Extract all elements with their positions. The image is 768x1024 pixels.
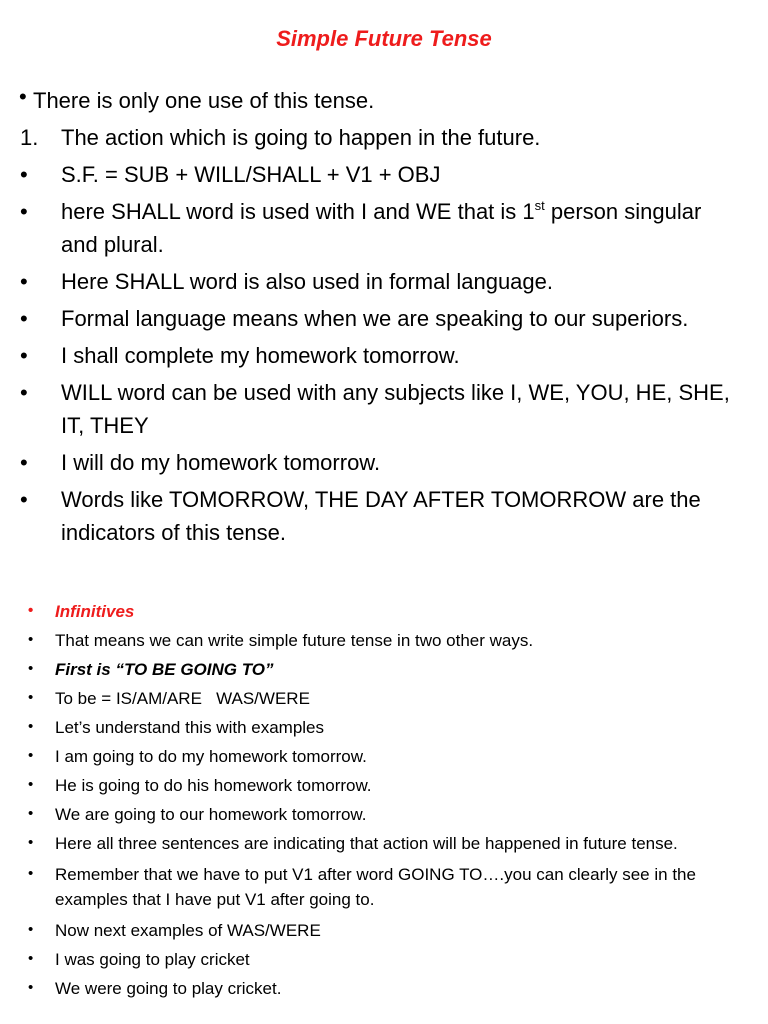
main-points <box>0 84 768 553</box>
shall-rule-text-end: person singular and plural. <box>61 199 702 257</box>
infinitives-section <box>0 599 768 1005</box>
shall-rule-text: here SHALL word is used with I and WE that is 1 <box>61 199 535 224</box>
bullet-icon: • <box>20 450 28 475</box>
list-item <box>0 947 768 972</box>
bullet-icon: • <box>28 776 34 793</box>
bullet-icon: • <box>20 162 28 187</box>
bullet-icon: • <box>20 306 28 331</box>
list-item-text: There is only one use of this tense. <box>33 88 375 113</box>
bullet-icon: • <box>28 689 34 706</box>
list-item-text: Words like TOMORROW, THE DAY AFTER TOMORROW are the indicators of this tense. <box>61 487 701 545</box>
list-item <box>0 773 768 798</box>
page-title: Simple Future Tense <box>276 26 492 51</box>
list-item <box>0 976 768 1001</box>
list-item <box>0 744 768 769</box>
list-item <box>0 657 768 682</box>
list-item-text: WILL word can be used with any subjects like I, WE, YOU, HE, SHE, IT, THEY <box>61 380 730 438</box>
numbered-item <box>0 121 768 154</box>
section-heading <box>0 599 768 624</box>
bullet-icon: • <box>28 660 34 677</box>
list-item-text: To be = IS/AM/ARE WAS/WERE <box>55 689 310 708</box>
bullet-icon: • <box>28 979 34 996</box>
list-item <box>0 265 768 298</box>
list-item-text: Here all three sentences are indicating that action will be happened in future tense. <box>55 834 678 853</box>
bullet-icon: • <box>19 84 27 109</box>
list-item <box>0 483 768 549</box>
bullet-icon: • <box>28 805 34 822</box>
list-item <box>0 446 768 479</box>
formula-text: S.F. = SUB + WILL/SHALL + V1 + OBJ <box>61 162 441 187</box>
bullet-icon: • <box>20 269 28 294</box>
bullet-icon: • <box>20 380 28 405</box>
bullet-icon: • <box>20 343 28 368</box>
list-item <box>0 918 768 943</box>
list-item-text <box>61 199 701 257</box>
list-item <box>0 158 768 191</box>
list-item-text: That means we can write simple future tense in two other ways. <box>55 631 534 650</box>
section-heading-text: Infinitives <box>55 602 135 621</box>
bullet-icon: • <box>28 921 34 938</box>
list-item <box>0 715 768 740</box>
list-item-text: First is “TO BE GOING TO” <box>55 660 274 679</box>
bullet-icon: • <box>28 631 34 648</box>
bullet-icon: • <box>28 834 34 851</box>
list-item <box>0 195 768 261</box>
list-item <box>0 831 768 856</box>
list-item-text: I am going to do my homework tomorrow. <box>55 747 367 766</box>
list-item-text: Formal language means when we are speaking to our superiors. <box>61 306 689 331</box>
bullet-icon: • <box>20 199 28 224</box>
list-item-text: The action which is going to happen in the future. <box>61 125 541 150</box>
bullet-icon: • <box>28 602 34 619</box>
list-item-text: He is going to do his homework tomorrow. <box>55 776 372 795</box>
list-item-text: I will do my homework tomorrow. <box>61 450 381 475</box>
list-item <box>0 802 768 827</box>
list-item-text: We are going to our homework tomorrow. <box>55 805 367 824</box>
list-item <box>0 862 768 912</box>
ordinal-suffix: st <box>534 198 545 213</box>
list-item-text: Now next examples of WAS/WERE <box>55 921 321 940</box>
list-item-text: I shall complete my homework tomorrow. <box>61 343 460 368</box>
list-item-text: Let’s understand this with examples <box>55 718 325 737</box>
bullet-icon: • <box>20 487 28 512</box>
bullet-icon: • <box>28 950 34 967</box>
list-item-text: Remember that we have to put V1 after word GOING TO….you can clearly see in the examples that I have put V1 after going to. <box>55 865 696 909</box>
list-item <box>0 84 768 117</box>
number-marker: 1. <box>20 125 39 150</box>
list-item-text: Here SHALL word is also used in formal language. <box>61 269 554 294</box>
bullet-icon: • <box>28 718 34 735</box>
list-item-text: We were going to play cricket. <box>55 979 282 998</box>
list-item <box>0 339 768 372</box>
list-item <box>0 628 768 653</box>
list-item <box>0 302 768 335</box>
bullet-icon: • <box>28 865 34 882</box>
bullet-icon: • <box>28 747 34 764</box>
list-item <box>0 376 768 442</box>
list-item <box>0 686 768 711</box>
list-item-text: I was going to play cricket <box>55 950 250 969</box>
